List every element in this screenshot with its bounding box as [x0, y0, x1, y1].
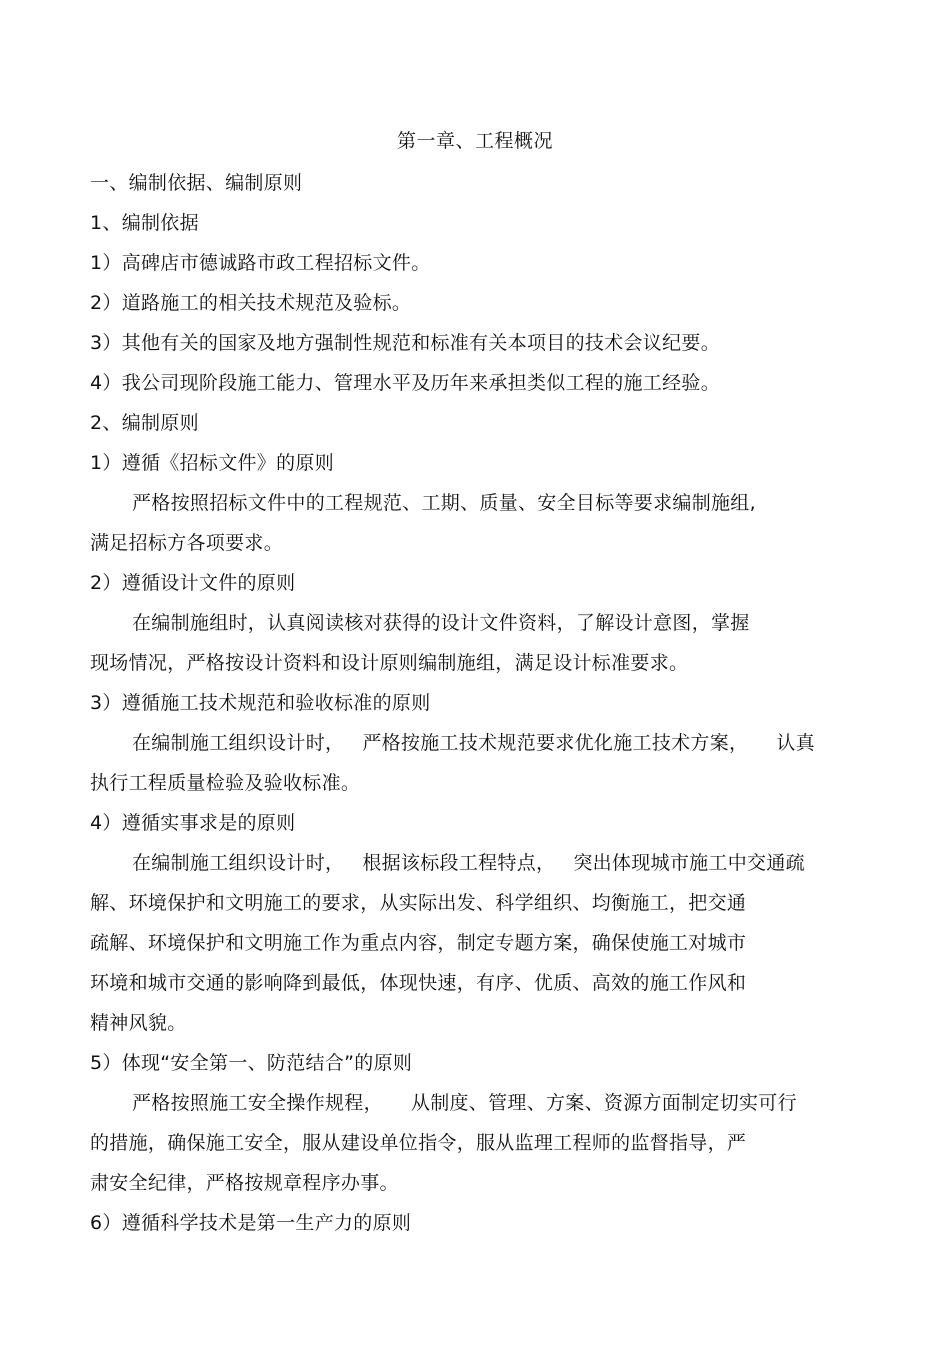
paragraph-line — [132, 1090, 797, 1116]
paragraph-line: 解、环境保护和文明施工的要求，从实际出发、科学组织、均衡施工，把交通 — [90, 892, 747, 914]
principle-heading: 6）遵循科学技术是第一生产力的原则 — [90, 1212, 412, 1234]
principle-heading: 1）遵循《招标文件》的原则 — [90, 452, 334, 474]
text-segment: 在编制施工组织设计时， — [132, 852, 345, 874]
paragraph-line: 现场情况，严格按设计资料和设计原则编制施组，满足设计标准要求。 — [90, 652, 689, 674]
basis-item: 2）道路施工的相关技术规范及验标。 — [90, 292, 412, 314]
paragraph-line: 满足招标方各项要求。 — [90, 532, 284, 554]
text-segment: 突出体现城市施工中交通疏 — [573, 852, 805, 874]
paragraph-line — [132, 850, 805, 876]
paragraph-line: 肃安全纪律，严格按规章程序办事。 — [90, 1172, 399, 1194]
principle-heading: 2）遵循设计文件的原则 — [90, 572, 296, 594]
text-segment: 根据该标段工程特点， — [362, 852, 556, 874]
basis-item: 3）其他有关的国家及地方强制性规范和标准有关本项目的技术会议纪要。 — [90, 332, 720, 354]
paragraph-line — [132, 730, 815, 756]
text-segment: 认真 — [776, 732, 815, 754]
paragraph-line: 执行工程质量检验及验收标准。 — [90, 772, 361, 794]
subsection-heading: 2、编制原则 — [90, 412, 199, 434]
section-heading: 一、编制依据、编制原则 — [90, 172, 303, 194]
paragraph-line: 环境和城市交通的影响降到最低，体现快速，有序、优质、高效的施工作风和 — [90, 972, 747, 994]
text-segment: 从制度、管理、方案、资源方面制定切实可行 — [410, 1092, 797, 1114]
basis-item: 4）我公司现阶段施工能力、管理水平及历年来承担类似工程的施工经验。 — [90, 372, 720, 394]
principle-heading: 3）遵循施工技术规范和验收标准的原则 — [90, 692, 431, 714]
paragraph-line: 严格按照招标文件中的工程规范、工期、质量、安全目标等要求编制施组, — [132, 492, 756, 514]
chapter-title: 第一章、工程概况 — [396, 130, 553, 152]
basis-item: 1）高碑店市德诚路市政工程招标文件。 — [90, 252, 431, 274]
subsection-heading: 1、编制依据 — [90, 212, 199, 234]
principle-heading: 4）遵循实事求是的原则 — [90, 812, 296, 834]
principle-heading: 5）体现“安全第一、防范结合”的原则 — [90, 1052, 413, 1074]
paragraph-line: 精神风貌。 — [90, 1012, 187, 1034]
text-segment: 严格按施工技术规范要求优化施工技术方案， — [362, 732, 749, 754]
text-segment: 严格按照施工安全操作规程， — [132, 1092, 383, 1114]
paragraph-line: 疏解、环境保护和文明施工作为重点内容，制定专题方案，确保使施工对城市 — [90, 932, 747, 954]
paragraph-line: 在编制施组时，认真阅读核对获得的设计文件资料，了解设计意图，掌握 — [132, 612, 750, 634]
text-segment: 在编制施工组织设计时， — [132, 732, 345, 754]
paragraph-line: 的措施，确保施工安全，服从建设单位指令，服从监理工程师的监督指导，严 — [90, 1132, 747, 1154]
